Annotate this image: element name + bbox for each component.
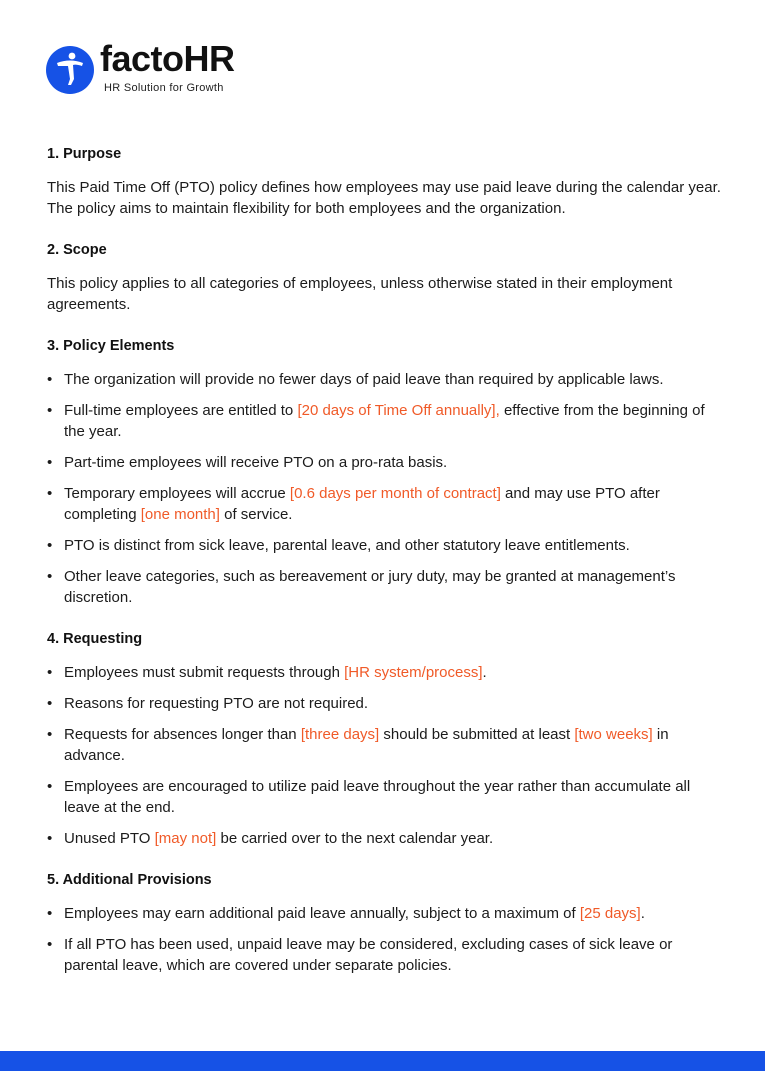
highlight-text: [0.6 days per month of contract] <box>289 485 501 502</box>
policy-elements-list <box>47 369 727 608</box>
highlight-text: [25 days] <box>579 905 641 922</box>
scope-heading: 2. Scope <box>47 242 107 258</box>
policy-elements-heading: 3. Policy Elements <box>47 338 175 354</box>
policy-document <box>47 144 727 997</box>
list-item: • Temporary employees will accrue [0.6 days per month of contract] and may use PTO after completing [one month] of service. <box>47 485 660 523</box>
list-item: • Part-time employees will receive PTO on a pro-rata basis. <box>47 454 448 471</box>
highlight-text: [may not] <box>154 830 217 847</box>
requesting-list <box>47 662 727 849</box>
highlight-text: [20 days of Time Off annually], <box>297 402 500 419</box>
list-item: • Requests for absences longer than [three days] should be submitted at least [two weeks] in advance. <box>47 726 669 764</box>
purpose-text: This Paid Time Off (PTO) policy defines how employees may use paid leave during the calendar year. The policy aims to maintain flexibility for both employees and the organization. <box>47 179 721 217</box>
list-item: • Unused PTO [may not] be carried over to the next calendar year. <box>47 830 494 847</box>
scope-text: This policy applies to all categories of employees, unless otherwise stated in their employment agreements. <box>47 275 673 313</box>
highlight-text: [three days] <box>300 726 380 743</box>
additional-provisions-heading: 5. Additional Provisions <box>47 872 212 888</box>
requesting-heading: 4. Requesting <box>47 631 143 647</box>
list-item: • Employees are encouraged to utilize paid leave throughout the year rather than accumulate all leave at the end. <box>47 778 691 816</box>
list-item: • Reasons for requesting PTO are not required. <box>47 695 369 712</box>
list-item: • If all PTO has been used, unpaid leave may be considered, excluding cases of sick leave or parental leave, which are covered under separate policies. <box>47 936 673 974</box>
highlight-text: [HR system/process] <box>344 664 483 681</box>
list-item: • The organization will provide no fewer days of paid leave than required by applicable laws. <box>47 371 664 388</box>
highlight-text: [one month] <box>140 506 220 523</box>
logo-wordmark: factoHR <box>100 38 235 79</box>
list-item: • Employees may earn additional paid leave annually, subject to a maximum of [25 days]. <box>47 905 645 922</box>
logo-tagline: HR Solution for Growth <box>104 82 224 94</box>
person-figure-icon <box>46 46 94 94</box>
list-item: • Full-time employees are entitled to [20 days of Time Off annually], effective from the beginning of the year. <box>47 402 705 440</box>
highlight-text: [two weeks] <box>574 726 653 743</box>
list-item: • Employees must submit requests through [HR system/process]. <box>47 664 487 681</box>
list-item: • PTO is distinct from sick leave, parental leave, and other statutory leave entitlements. <box>47 537 630 554</box>
additional-provisions-list <box>47 903 727 976</box>
list-item: • Other leave categories, such as bereavement or jury duty, may be granted at management’s discretion. <box>47 568 676 606</box>
footer-bar <box>0 1051 765 1071</box>
purpose-heading: 1. Purpose <box>47 146 122 162</box>
